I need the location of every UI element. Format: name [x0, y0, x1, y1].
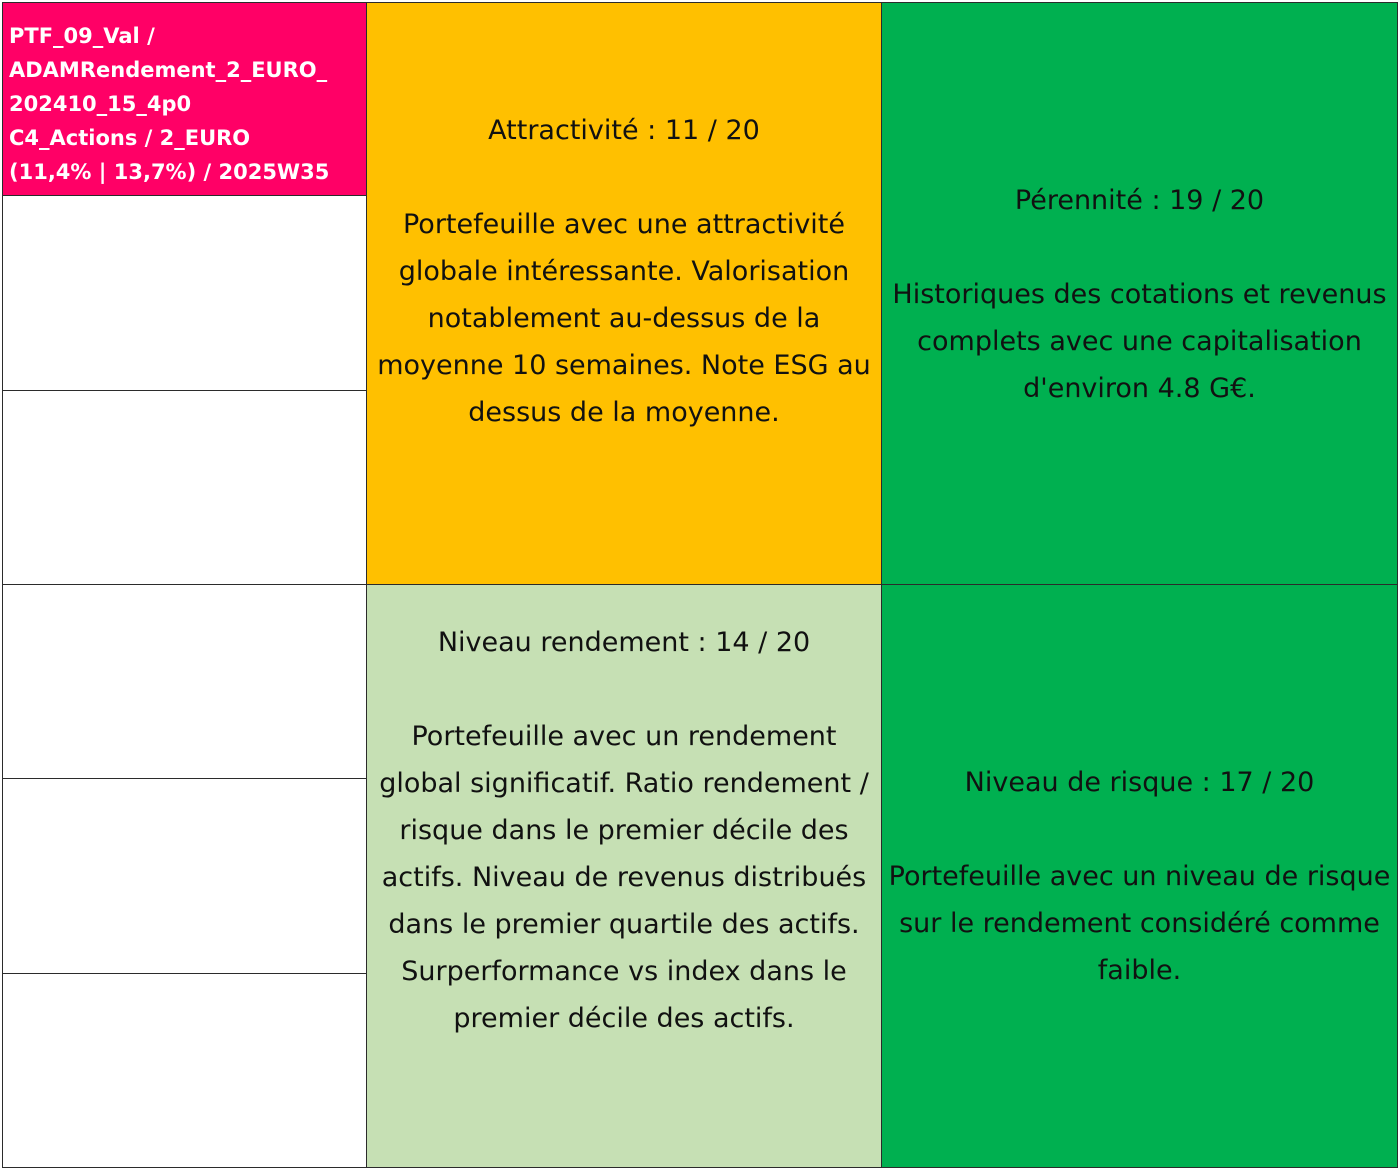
perennite-title: Pérennité : 19 / 20 — [1014, 185, 1265, 216]
rendement-title: Niveau rendement : 14 / 20 — [437, 627, 811, 658]
rendement-score-cell — [366, 584, 882, 1168]
attractivite-score-cell — [366, 2, 882, 585]
empty-cell-4 — [2, 778, 367, 974]
perennite-score-cell — [881, 2, 1398, 585]
empty-cell-2 — [2, 390, 367, 585]
perennite-description: Historiques des cotations et revenus complets avec une capitalisation d'environ 4.8 G€. — [892, 279, 1387, 404]
empty-cell-1 — [2, 195, 367, 391]
attractivite-title: Attractivité : 11 / 20 — [488, 115, 760, 146]
rendement-description: Portefeuille avec un rendement global significatif. Ratio rendement / risque dans le premier décile des actifs. Niveau de revenus distribués dans le premier quartile des actifs. Surperformance vs index dans le premier décile des actifs. — [379, 721, 869, 1034]
portfolio-header-cell: PTF_09_Val / ADAMRendement_2_EURO_ 202410_15_4p0 C4_Actions / 2_EURO (11,4% | 13,7%) / 2025W35 — [2, 2, 367, 196]
risque-score-cell — [881, 584, 1398, 1168]
attractivite-description: Portefeuille avec une attractivité globale intéressante. Valorisation notablement au-dessus de la moyenne 10 semaines. Note ESG au dessus de la moyenne. — [377, 209, 871, 428]
risque-description: Portefeuille avec un niveau de risque sur le rendement considéré comme faible. — [888, 861, 1391, 986]
risque-title: Niveau de risque : 17 / 20 — [964, 767, 1315, 798]
empty-cell-5 — [2, 973, 367, 1168]
empty-cell-3 — [2, 584, 367, 779]
